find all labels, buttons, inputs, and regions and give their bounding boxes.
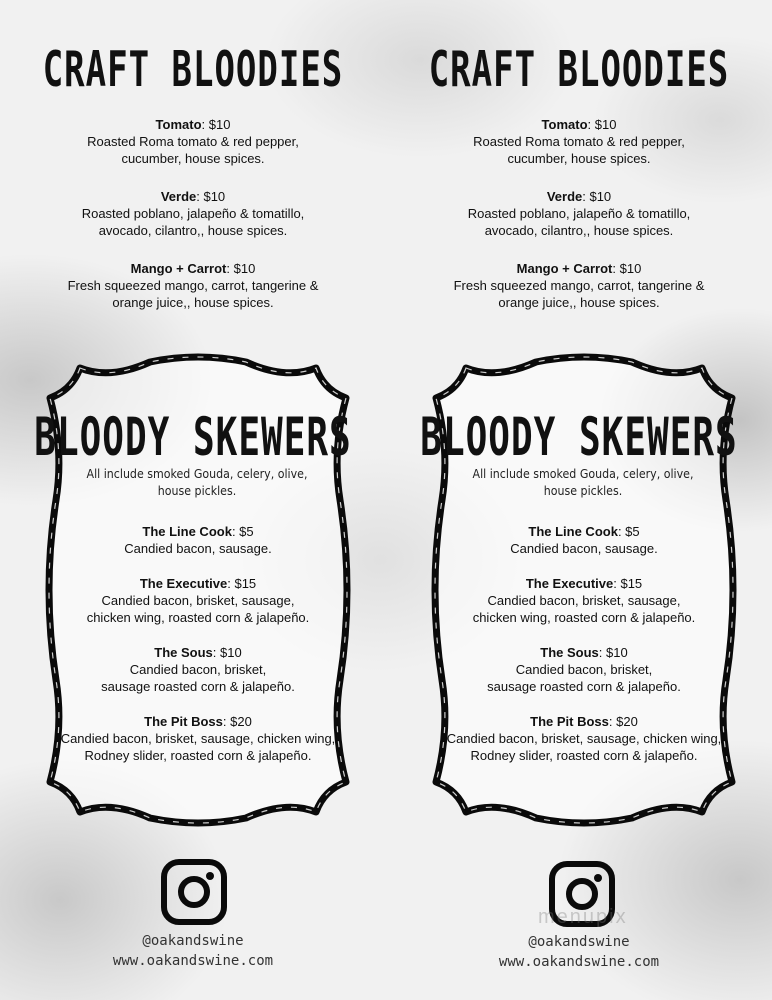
item-description: orange juice,, house spices. bbox=[498, 295, 660, 310]
item-name: The Sous bbox=[154, 645, 213, 660]
item-price: : $15 bbox=[613, 576, 643, 591]
menu-item bbox=[0, 188, 386, 239]
item-description: Fresh squeezed mango, carrot, tangerine & bbox=[453, 278, 705, 293]
intro-line: All include smoked Gouda, celery, olive, bbox=[472, 467, 694, 481]
bloody-skewers-list bbox=[40, 523, 356, 782]
item-description: chicken wing, roasted corn & jalapeño. bbox=[472, 610, 696, 625]
skewers-intro bbox=[462, 466, 703, 500]
item-price: : $5 bbox=[617, 524, 640, 539]
item-description: avocado, cilantro,, house spices. bbox=[484, 223, 674, 238]
item-description: sausage roasted corn & jalapeño. bbox=[101, 679, 295, 694]
item-price: : $20 bbox=[608, 714, 638, 729]
item-description: Roasted poblano, jalapeño & tomatillo, bbox=[467, 206, 691, 221]
craft-bloodies-title: CRAFT BLOODIES bbox=[42, 41, 344, 99]
item-description: cucumber, house spices. bbox=[121, 151, 265, 166]
item-name: The Executive bbox=[139, 576, 228, 591]
item-description: Candied bacon, brisket, bbox=[129, 662, 267, 677]
menu-item bbox=[40, 644, 356, 695]
craft-bloodies-list bbox=[386, 116, 772, 332]
menu-item bbox=[0, 260, 386, 311]
menu-item bbox=[40, 713, 356, 764]
skewers-intro bbox=[76, 466, 317, 500]
website-link[interactable]: www.oakandswine.com bbox=[498, 954, 660, 970]
instagram-icon[interactable] bbox=[160, 858, 228, 926]
intro-line: All include smoked Gouda, celery, olive, bbox=[86, 467, 308, 481]
item-price: : $10 bbox=[201, 117, 231, 132]
item-description: Rodney slider, roasted corn & jalapeño. bbox=[84, 748, 312, 763]
bloody-skewers-title: BLOODY SKEWERS bbox=[420, 408, 738, 469]
item-description: orange juice,, house spices. bbox=[112, 295, 274, 310]
item-name: Verde bbox=[160, 189, 197, 204]
item-description: Rodney slider, roasted corn & jalapeño. bbox=[470, 748, 698, 763]
menu-item bbox=[426, 713, 742, 764]
menu-item bbox=[0, 116, 386, 167]
item-description: Candied bacon, brisket, sausage, bbox=[101, 593, 295, 608]
item-description: Roasted Roma tomato & red pepper, bbox=[473, 134, 685, 149]
item-description: Candied bacon, sausage. bbox=[510, 541, 658, 556]
item-price: : $5 bbox=[231, 524, 254, 539]
menu-item bbox=[40, 523, 356, 557]
menu-item bbox=[386, 188, 772, 239]
item-price: : $10 bbox=[226, 261, 256, 276]
item-price: : $10 bbox=[212, 645, 242, 660]
item-description: chicken wing, roasted corn & jalapeño. bbox=[86, 610, 310, 625]
item-name: Verde bbox=[546, 189, 583, 204]
item-name: Mango + Carrot bbox=[130, 261, 227, 276]
item-price: : $15 bbox=[227, 576, 257, 591]
item-name: The Line Cook bbox=[142, 524, 232, 539]
item-description: Candied bacon, sausage. bbox=[124, 541, 272, 556]
item-price: : $10 bbox=[582, 189, 612, 204]
website-link[interactable]: www.oakandswine.com bbox=[112, 953, 274, 969]
instagram-handle[interactable]: @oakandswine bbox=[528, 934, 630, 950]
menu-item bbox=[386, 260, 772, 311]
item-price: : $10 bbox=[598, 645, 628, 660]
item-description: sausage roasted corn & jalapeño. bbox=[487, 679, 681, 694]
item-description: Candied bacon, brisket, bbox=[515, 662, 653, 677]
craft-bloodies-title: CRAFT BLOODIES bbox=[428, 41, 730, 99]
menu-item bbox=[386, 116, 772, 167]
item-name: The Pit Boss bbox=[530, 714, 609, 729]
item-price: : $10 bbox=[612, 261, 642, 276]
instagram-handle[interactable]: @oakandswine bbox=[142, 933, 244, 949]
menu-item bbox=[40, 575, 356, 626]
watermark: menupix bbox=[538, 906, 628, 928]
item-description: avocado, cilantro,, house spices. bbox=[98, 223, 288, 238]
item-name: The Sous bbox=[540, 645, 599, 660]
item-name: Tomato bbox=[541, 117, 588, 132]
item-price: : $10 bbox=[587, 117, 617, 132]
craft-bloodies-list bbox=[0, 116, 386, 332]
item-name: The Line Cook bbox=[528, 524, 618, 539]
menu-item bbox=[426, 575, 742, 626]
intro-line: house pickles. bbox=[543, 484, 623, 498]
bloody-skewers-list bbox=[426, 523, 742, 782]
item-description: Roasted poblano, jalapeño & tomatillo, bbox=[81, 206, 305, 221]
item-name: Tomato bbox=[155, 117, 202, 132]
menu-panel-right bbox=[386, 0, 772, 1000]
item-price: : $20 bbox=[222, 714, 252, 729]
item-description: Candied bacon, brisket, sausage, chicken wing, bbox=[446, 731, 722, 746]
item-description: cucumber, house spices. bbox=[507, 151, 651, 166]
item-description: Candied bacon, brisket, sausage, chicken wing, bbox=[60, 731, 336, 746]
item-name: Mango + Carrot bbox=[516, 261, 613, 276]
item-price: : $10 bbox=[196, 189, 226, 204]
menu-item bbox=[426, 523, 742, 557]
bloody-skewers-title: BLOODY SKEWERS bbox=[34, 408, 352, 469]
item-description: Fresh squeezed mango, carrot, tangerine & bbox=[67, 278, 319, 293]
item-name: The Executive bbox=[525, 576, 614, 591]
menu-item bbox=[426, 644, 742, 695]
item-description: Roasted Roma tomato & red pepper, bbox=[87, 134, 299, 149]
item-name: The Pit Boss bbox=[144, 714, 223, 729]
item-description: Candied bacon, brisket, sausage, bbox=[487, 593, 681, 608]
intro-line: house pickles. bbox=[157, 484, 237, 498]
